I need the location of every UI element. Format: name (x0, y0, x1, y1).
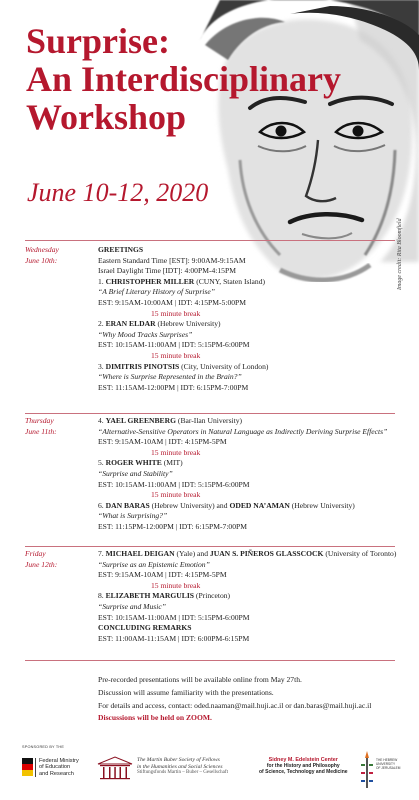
schedule-time: EST: 10:15AM-11:00AM | IDT: 5:15PM-6:00PM (98, 479, 250, 489)
buber-line: Stiftungsfonds Martin – Buber – Gesellschaft (137, 770, 228, 776)
day-date: June 12th: (25, 559, 58, 569)
speaker-affiliation: (Bar-Ilan University) (177, 416, 243, 425)
zoom-notice: Discussions will be held on ZOOM. (98, 713, 212, 723)
speaker-affiliation: (MIT) (163, 458, 183, 468)
german-eagle-logo (22, 758, 33, 778)
speaker-name: DAN BARAS (105, 500, 150, 510)
speaker-name: ROGER WHITE (105, 458, 162, 468)
speaker-name: YAEL GREENBERG (105, 416, 177, 425)
speaker-affiliation: (Hebrew University) (157, 319, 221, 329)
schedule-time: EST: 10:15AM-11:00AM | IDT: 5:15PM-6:00PM (98, 612, 250, 622)
day-schedule (98, 416, 413, 533)
speaker-number: 2. (98, 319, 104, 329)
schedule-time: EST: 11:15AM-12:00PM | IDT: 6:15PM-7:00PM (98, 382, 249, 392)
edelstein-line: of Science, Technology and Medicine (259, 768, 348, 775)
schedule-time: EST: 11:00AM-11:15AM | IDT: 6:00PM-6:15PM (98, 633, 250, 643)
edelstein-logo-text (259, 758, 348, 775)
schedule-time: EST: 9:15AM-10:00AM | IDT: 4:15PM-5:00PM (98, 297, 247, 307)
info-line: Discussion will assume familiarity with the presentations. (98, 687, 274, 697)
talk-title: “Where is Surprise Represented in the Brain?” (98, 372, 242, 382)
separator (25, 413, 395, 414)
talk-title: “Alternative-Sensitive Operators in Natural Language as Indirectly Deriving Surprise Effects” (98, 426, 388, 436)
contact-line[interactable]: For details and access, contact: oded.naaman@mail.huji.ac.il or dan.baras@mail.huji.ac.il (98, 700, 372, 710)
talk-title: “What is Surprising?” (98, 511, 168, 521)
talk-title: “Surprise as an Epistemic Emotion” (98, 559, 210, 569)
speaker-affiliation: (University of Toronto) (325, 549, 397, 558)
huji-line: UNIVERSITY (376, 762, 396, 766)
huji-logo-text (376, 758, 400, 770)
speaker-name: MICHAEL DEIGAN (105, 549, 175, 558)
title-line-3: Workshop (26, 97, 187, 137)
schedule-time: EST: 9:15AM-10AM | IDT: 4:15PM-5PM (98, 437, 227, 447)
day-date: June 10th: (25, 255, 58, 265)
title-line-2: An Interdisciplinary (26, 59, 342, 99)
edelstein-line: Sidney M. Edelstein Center (268, 757, 338, 763)
talk-title: “Surprise and Music” (98, 601, 166, 611)
speaker-line (98, 591, 413, 602)
talk-title: “Surprise and Stability” (98, 468, 173, 478)
info-block (98, 674, 413, 725)
event-date: June 10-12, 2020 (27, 178, 209, 207)
schedule-time: Israel Daylight Time [IDT]: 4:00PM-4:15PM (98, 266, 236, 276)
speaker-affiliation: (CUNY, Staten Island) (196, 276, 266, 286)
hebrew-university-logo (360, 750, 374, 790)
bmbf-line: of Education (39, 764, 71, 771)
speaker-name: ELIZABETH MARGULIS (105, 591, 195, 601)
day-label (25, 245, 59, 266)
speaker-line (98, 501, 413, 512)
huji-line: THE HEBREW (376, 758, 398, 762)
speaker-affiliation: (Yale) and (176, 549, 209, 558)
day-weekday: Wednesday (25, 245, 59, 254)
speaker-line (98, 458, 413, 469)
speaker-name: DIMITRIS PINOTSIS (105, 361, 180, 371)
speaker-affiliation: (Princeton) (195, 591, 231, 601)
speaker-number: 4. (98, 416, 104, 425)
bmbf-line: and Research (39, 770, 74, 777)
day-label (25, 549, 57, 570)
separator (25, 240, 395, 241)
break-label: 15 minute break (151, 308, 201, 318)
break-label: 15 minute break (151, 350, 201, 360)
martin-buber-logo (96, 755, 134, 781)
schedule-time: EST: 9:15AM-10AM | IDT: 4:15PM-5PM (98, 570, 227, 580)
speaker-name: CHRISTOPHER MILLER (105, 276, 195, 286)
speaker-name: ODED NA’AMAN (229, 500, 290, 510)
break-label: 15 minute break (151, 490, 201, 500)
buber-line: in the Humanities and Social Sciences (137, 763, 223, 770)
info-line: Pre-recorded presentations will be available online from May 27th. (98, 675, 302, 684)
buber-line: The Martin Buber Society of Fellows (137, 757, 220, 763)
schedule-heading: GREETINGS (98, 245, 144, 254)
image-credit: Image credit: Rita Bloomfield (397, 218, 403, 290)
separator (25, 660, 395, 661)
day-schedule (98, 245, 413, 393)
speaker-line (98, 277, 413, 288)
sponsored-by-label: SPONSORED BY THE (22, 745, 65, 749)
speaker-number: 5. (98, 458, 104, 468)
speaker-number: 8. (98, 591, 104, 601)
day-weekday: Friday (25, 549, 46, 558)
speaker-number: 1. (98, 276, 104, 286)
speaker-line (98, 416, 413, 427)
schedule-time: EST: 10:15AM-11:00AM | IDT: 5:15PM-6:00PM (98, 340, 250, 350)
edelstein-line: for the History and Philosophy (266, 762, 340, 769)
speaker-affiliation: (Hebrew University) and (151, 500, 228, 510)
day-schedule (98, 549, 413, 644)
bmbf-logo-text (35, 758, 79, 777)
speaker-number: 7. (98, 549, 104, 558)
talk-title: “A Brief Literary History of Surprise” (98, 287, 215, 297)
sponsors-footer (0, 744, 419, 800)
speaker-number: 3. (98, 361, 104, 371)
page-title (26, 22, 341, 136)
speaker-affiliation: (City, University of London) (181, 361, 269, 371)
speaker-line (98, 362, 413, 373)
schedule-time: Eastern Standard Time [EST]: 9:00AM-9:15AM (98, 255, 246, 265)
break-label: 15 minute break (151, 447, 201, 457)
speaker-affiliation: (Hebrew University) (291, 500, 355, 510)
separator (25, 546, 395, 547)
speaker-line (98, 319, 413, 330)
speaker-number: 6. (98, 500, 104, 510)
schedule-heading: CONCLUDING REMARKS (98, 623, 192, 633)
speaker-name: ERAN ELDAR (105, 319, 156, 329)
day-label (25, 416, 57, 437)
speaker-name: JUAN S. PIÑEROS GLASSCOCK (209, 549, 324, 558)
talk-title: “Why Mood Tracks Surprises” (98, 329, 193, 339)
bmbf-line: Federal Ministry (39, 758, 79, 764)
break-label: 15 minute break (151, 580, 201, 590)
day-date: June 11th: (25, 426, 57, 436)
huji-line: OF JERUSALEM (376, 766, 401, 770)
schedule-time: EST: 11:15PM-12:00PM | IDT: 6:15PM-7:00PM (98, 521, 248, 531)
speaker-line (98, 549, 413, 560)
buber-logo-text (137, 757, 228, 777)
title-line-1: Surprise: (26, 21, 170, 61)
day-weekday: Thursday (25, 416, 54, 425)
